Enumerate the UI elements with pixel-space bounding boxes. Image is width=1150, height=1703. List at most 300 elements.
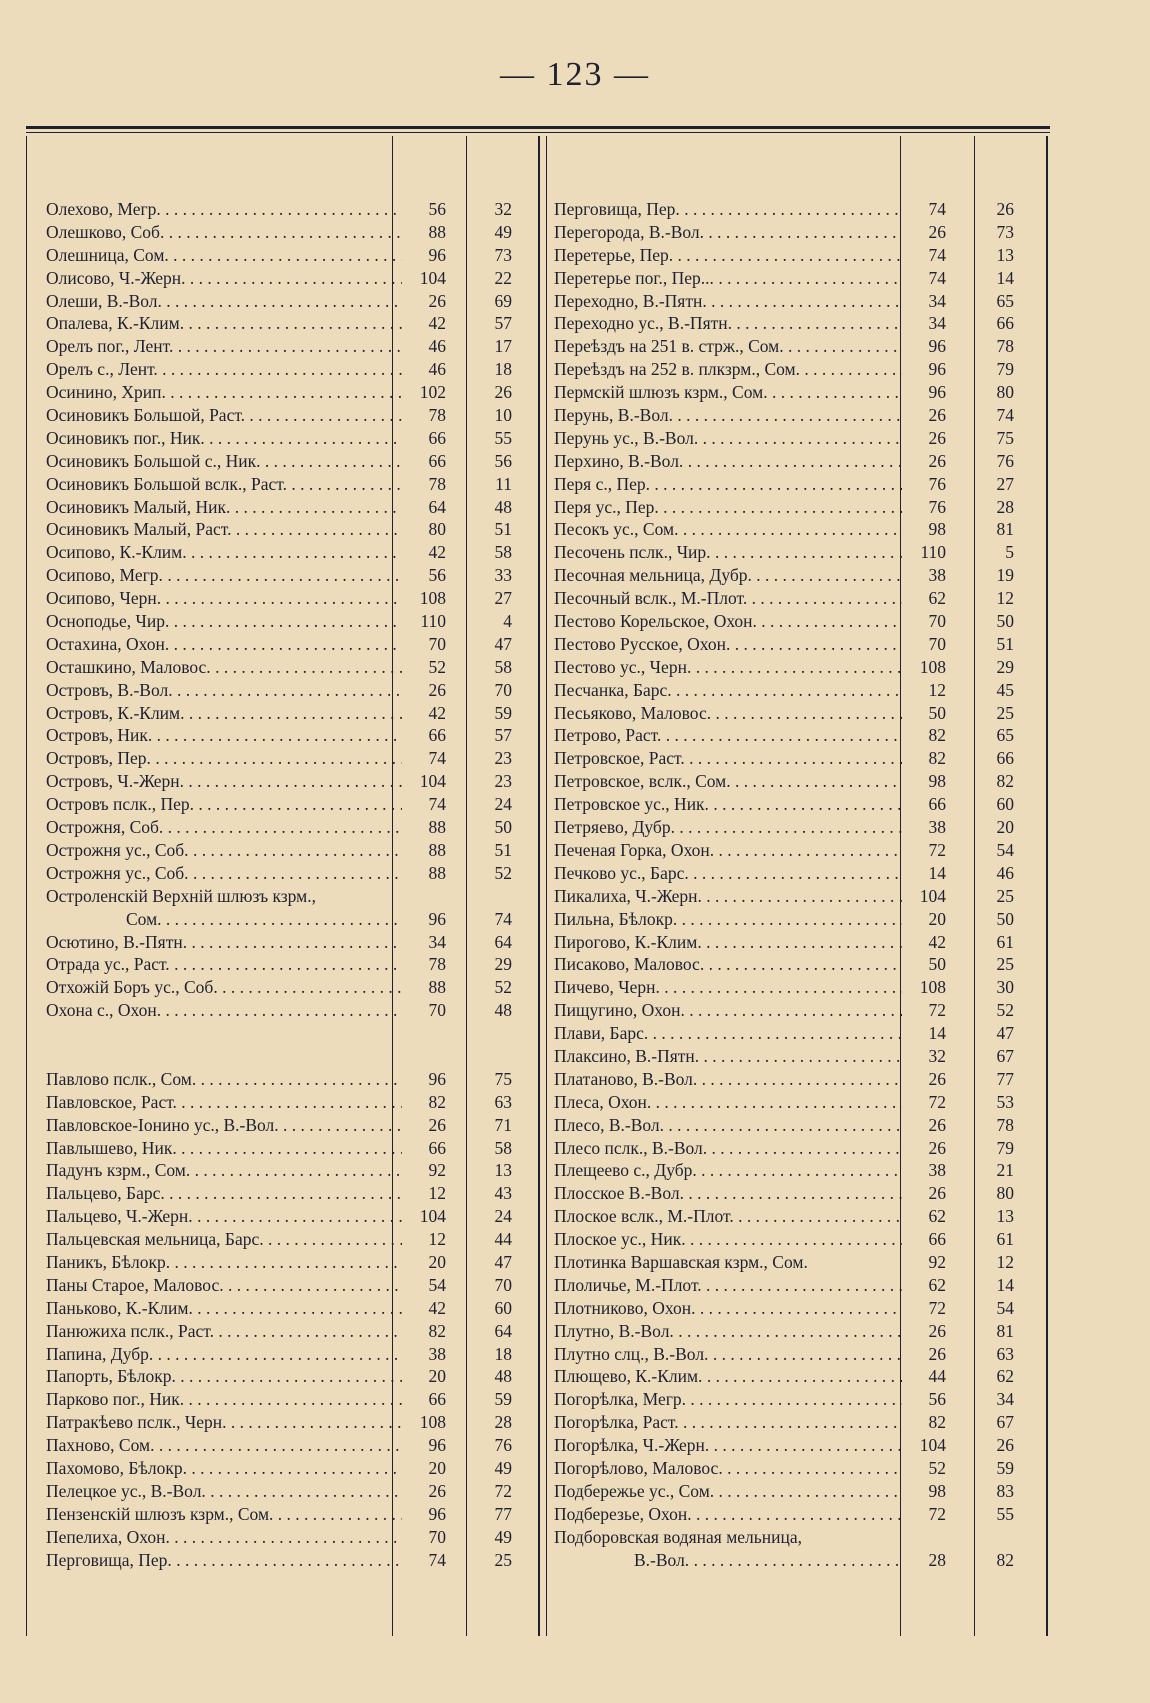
place-name: Островъ пслк., Пер. . . . [46,793,402,816]
page-ref-a: 66 [428,1389,446,1410]
table-row [22,1365,517,1388]
table-row [548,770,1043,793]
page-ref-a: 26 [928,1137,946,1158]
place-name: Перетерье, Пер. . . . [554,244,902,267]
place-name: Песчанка, Барс. . . . [554,679,902,702]
place-name: Пахново, Сом. . . . [46,1434,402,1457]
page-ref-b: 61 [996,931,1014,952]
place-name: Плоличье, М.-Плот. . . . [554,1274,902,1297]
table-row [22,1137,517,1160]
page-ref-a: 52 [928,1457,946,1478]
table-row [548,518,1043,541]
table-row [22,1503,517,1526]
page-ref-a: 72 [928,1091,946,1112]
place-name: Погорѣлка, Ч.-Жерн. . . . [554,1434,902,1457]
table-row [22,976,517,999]
page-ref-b: 45 [996,679,1014,700]
place-name: Перегорода, В.-Вол. . . . [554,221,902,244]
page-ref-a: 108 [919,977,946,998]
page-ref-a: 26 [928,405,946,426]
page-ref-a: 44 [928,1366,946,1387]
page-ref-a: 110 [920,542,946,563]
page-ref-b: 26 [494,382,512,403]
page-ref-b: 25 [996,954,1014,975]
page-ref-b: 5 [1005,542,1014,563]
page-ref-b: 49 [494,1457,512,1478]
page-ref-b: 72 [494,1480,512,1501]
place-name: Олеши, В.-Вол. . . . [46,290,402,313]
page-ref-a: 104 [919,1435,946,1456]
page-ref-a: 74 [928,244,946,265]
place-name: Переходно ус., В.-Пятн. . . . [554,312,902,335]
page-ref-a: 50 [928,954,946,975]
place-name: Опалева, К.-Клим. . . . [46,312,402,335]
table-row [22,427,517,450]
page-ref-b: 44 [494,1229,512,1250]
place-name: Осинино, Хрип. . . . [46,381,402,404]
table-row [22,1205,517,1228]
table-row [548,1045,1043,1068]
place-name: Петряево, Дубр. . . . [554,816,902,839]
center-divider-inner [546,136,547,1636]
page-ref-a: 98 [928,1480,946,1501]
page-ref-b: 43 [494,1183,512,1204]
left-column [22,136,517,1644]
place-name: Островъ, Пер. . . . [46,747,402,770]
page-ref-a: 42 [928,931,946,952]
place-name: Павлышево, Ник. . . . [46,1137,402,1160]
page-ref-a: 102 [419,382,446,403]
place-name: Перя ус., Пер. . . . [554,496,902,519]
page-ref-b: 32 [494,199,512,219]
place-name: Олешково, Соб. . . . [46,221,402,244]
page-ref-a: 88 [428,817,446,838]
table-row [548,267,1043,290]
page-ref-b: 67 [996,1412,1014,1433]
page-ref-b: 51 [494,519,512,540]
table-row [548,702,1043,725]
place-name: Остроленскій Верхній шлюзъ кзрм., [46,885,316,906]
page-ref-b: 58 [494,1137,512,1158]
right-border [1046,136,1048,1636]
place-name: Переходно, В.-Пятн. . . . [554,290,902,313]
page-ref-b: 53 [996,1091,1014,1112]
page-ref-a: 56 [928,1389,946,1410]
page-ref-b: 64 [494,1320,512,1341]
table-row [22,496,517,519]
place-name: Плотинка Варшавская кзрм., Сом. [554,1251,808,1272]
page-ref-b: 61 [996,1229,1014,1250]
page-ref-a: 26 [928,1320,946,1341]
page-ref-a: 72 [928,1503,946,1524]
page-ref-a: 56 [428,565,446,586]
page-ref-b: 57 [494,725,512,746]
page-ref-b: 48 [494,1000,512,1021]
page-ref-a: 96 [428,244,446,265]
page-ref-a: 108 [419,588,446,609]
page-ref-b: 47 [494,1251,512,1272]
page-ref-a: 70 [428,1526,446,1547]
page-ref-b: 51 [494,839,512,860]
table-row [22,1251,517,1274]
place-name: Пикалиха, Ч.-Жерн. . . . [554,885,902,908]
page-ref-b: 82 [996,1549,1014,1570]
page-ref-a: 38 [928,565,946,586]
place-name: Переѣздъ на 251 в. стрж., Сом. . . . [554,335,902,358]
table-row [548,496,1043,519]
page-ref-a: 78 [428,405,446,426]
table-row [548,358,1043,381]
page-ref-a: 88 [428,839,446,860]
page-ref-b: 78 [996,336,1014,357]
place-name: Острожня ус., Соб. . . . [46,839,402,862]
page-ref-a: 74 [428,794,446,815]
center-divider [538,136,540,1636]
page-ref-a: 72 [928,839,946,860]
table-row [22,518,517,541]
page-ref-b: 83 [996,1480,1014,1501]
table-row [22,381,517,404]
place-name: Пальцево, Барс. . . . [46,1182,402,1205]
table-row [548,1182,1043,1205]
page-ref-b: 78 [996,1114,1014,1135]
page-ref-b: 27 [996,473,1014,494]
table-row [22,610,517,633]
page-ref-b: 65 [996,290,1014,311]
page-ref-b: 80 [996,382,1014,403]
place-name: Петровское, вслк., Сом. . . . [554,770,902,793]
right-rows [548,198,1043,1571]
page-ref-a: 92 [428,1160,446,1181]
table-row [22,335,517,358]
place-name: Песокъ ус., Сом. . . . [554,518,902,541]
place-name: Пепелиха, Охон. . . . [46,1526,402,1549]
page-ref-a: 88 [428,221,446,242]
page-ref-a: 82 [428,1320,446,1341]
page-ref-b: 50 [494,817,512,838]
page-ref-a: 46 [428,359,446,380]
page-ref-a: 26 [428,1114,446,1135]
page-ref-b: 63 [996,1343,1014,1364]
page-ref-b: 28 [996,496,1014,517]
place-name: Сом. . . . [46,908,402,931]
place-name: В.-Вол. . . . [554,1549,902,1572]
place-name: Папорть, Бѣлокр. . . . [46,1365,402,1388]
page-ref-a: 34 [428,931,446,952]
page-ref-a: 98 [928,519,946,540]
place-name: Охона с., Охон. . . . [46,999,402,1022]
page-ref-b: 82 [996,771,1014,792]
table-row [22,1549,517,1572]
page-ref-a: 26 [928,427,946,448]
page-ref-b: 24 [494,794,512,815]
page-ref-b: 66 [996,748,1014,769]
table-row [548,1503,1043,1526]
table-row [548,1388,1043,1411]
page-ref-b: 77 [996,1068,1014,1089]
place-name: Плутно слц., В.-Вол. . . . [554,1343,902,1366]
page-ref-a: 66 [928,1229,946,1250]
page-ref-a: 74 [928,267,946,288]
table-row [548,862,1043,885]
page-ref-b: 52 [996,1000,1014,1021]
table-row [548,198,1043,221]
place-name: Олешница, Сом. . . . [46,244,402,267]
place-name: Павловское-Іонино ус., В.-Вол. . . . [46,1114,402,1137]
place-name: Павловское, Раст. . . . [46,1091,402,1114]
place-name: Перхино, В.-Вол. . . . [554,450,902,473]
page-ref-b: 59 [494,702,512,723]
page-ref-b: 14 [996,1274,1014,1295]
place-name: Осиновикъ Малый, Ник. . . . [46,496,402,519]
place-name: Платаново, В.-Вол. . . . [554,1068,902,1091]
place-name: Островъ, Ник. . . . [46,724,402,747]
page-ref-b: 23 [494,748,512,769]
table-row [548,1297,1043,1320]
page-ref-a: 34 [928,313,946,334]
page-ref-b: 46 [996,862,1014,883]
table-row [548,976,1043,999]
table-row [22,473,517,496]
table-row [22,999,517,1022]
place-name: Печеная Горка, Охон. . . . [554,839,902,862]
page-ref-b: 22 [494,267,512,288]
page-ref-a: 14 [928,1023,946,1044]
page-ref-a: 96 [928,382,946,403]
page-ref-a: 72 [928,1000,946,1021]
table-row [22,724,517,747]
table-row [548,1320,1043,1343]
page-ref-a: 38 [928,1160,946,1181]
page-ref-a: 28 [928,1549,946,1570]
place-name: Пильна, Бѣлокр. . . . [554,908,902,931]
page-ref-a: 26 [928,1183,946,1204]
place-name: Пальцево, Ч.-Жерн. . . . [46,1205,402,1228]
page-ref-b: 76 [996,450,1014,471]
table-row [22,931,517,954]
page-ref-b: 54 [996,839,1014,860]
place-name: Перунь ус., В.-Вол. . . . [554,427,902,450]
table-row [22,816,517,839]
page-ref-b: 18 [494,359,512,380]
page-ref-a: 38 [428,1343,446,1364]
place-name: Плесо, В.-Вол. . . . [554,1114,902,1137]
table-row [22,1526,517,1549]
place-name: Папина, Дубр. . . . [46,1343,402,1366]
page-ref-b: 64 [494,931,512,952]
page-ref-b: 48 [494,1366,512,1387]
table-row [548,427,1043,450]
table-row [548,908,1043,931]
page-ref-a: 26 [928,1068,946,1089]
table-row [548,1434,1043,1457]
place-name: Перунь, В.-Вол. . . . [554,404,902,427]
page-ref-b: 79 [996,359,1014,380]
place-name: Погорѣлка, Мегр. . . . [554,1388,902,1411]
page-ref-a: 62 [928,588,946,609]
table-row [22,290,517,313]
place-name: Паньково, К.-Клим. . . . [46,1297,402,1320]
place-name: Подберезье, Охон. . . . [554,1503,902,1526]
page-ref-a: 110 [420,611,446,632]
table-row [548,1137,1043,1160]
page-ref-a: 96 [428,1503,446,1524]
page-ref-a: 70 [928,633,946,654]
page-ref-a: 96 [928,336,946,357]
page-ref-a: 26 [428,679,446,700]
place-name: Погорѣлово, Маловос. . . . [554,1457,902,1480]
place-name: Петрово, Раст. . . . [554,724,902,747]
place-name: Песочная мельница, Дубр. . . . [554,564,902,587]
page-ref-b: 19 [996,565,1014,586]
table-row [548,244,1043,267]
place-name: Пензенскій шлюзъ кзрм., Сом. . . . [46,1503,402,1526]
table-row [548,1480,1043,1503]
table-row [548,633,1043,656]
page-ref-b: 71 [494,1114,512,1135]
place-name: Плави, Барс. . . . [554,1022,902,1045]
page-ref-a: 20 [428,1457,446,1478]
page-ref-a: 88 [428,862,446,883]
table-row [22,1045,517,1068]
page-ref-a: 26 [428,290,446,311]
place-name: Парково пог., Ник. . . . [46,1388,402,1411]
page-ref-a: 74 [928,199,946,219]
table-row [22,1068,517,1091]
page-ref-b: 57 [494,313,512,334]
table-row [22,656,517,679]
place-name: Плоское ус., Ник. . . . [554,1228,902,1251]
table-row [22,633,517,656]
page-ref-b: 26 [996,1435,1014,1456]
table-row [22,541,517,564]
page-ref-b: 81 [996,519,1014,540]
table-row [22,908,517,931]
page-ref-a: 70 [928,611,946,632]
place-name: Островъ, Ч.-Жерн. . . . [46,770,402,793]
page-ref-a: 92 [928,1251,946,1272]
place-name: Перя с., Пер. . . . [554,473,902,496]
page-ref-b: 26 [996,199,1014,219]
table-row [22,885,517,908]
place-name: Плесо пслк., В.-Вол. . . . [554,1137,902,1160]
page-ref-a: 96 [928,359,946,380]
page-ref-a: 72 [928,1297,946,1318]
table-row [22,450,517,473]
page-ref-a: 108 [419,1412,446,1433]
page-ref-b: 63 [494,1091,512,1112]
page-ref-a: 66 [428,725,446,746]
page-ref-b: 50 [996,908,1014,929]
table-row [22,862,517,885]
place-name: Панюжиха пслк., Раст. . . . [46,1320,402,1343]
page-ref-b: 50 [996,611,1014,632]
place-name: Пестово ус., Черн. . . . [554,656,902,679]
table-row [22,564,517,587]
page-ref-b: 13 [996,244,1014,265]
page-ref-a: 74 [428,1549,446,1570]
page-ref-a: 38 [928,817,946,838]
place-name: Острожня ус., Соб. . . . [46,862,402,885]
place-name: Пахомово, Бѣлокр. . . . [46,1457,402,1480]
place-name: Орелъ с., Лент. . . . [46,358,402,381]
page-ref-b: 69 [494,290,512,311]
page-ref-a: 104 [419,1206,446,1227]
place-name: Паникъ, Бѣлокр. . . . [46,1251,402,1274]
page-ref-a: 74 [428,748,446,769]
table-row [22,1320,517,1343]
page-ref-b: 59 [494,1389,512,1410]
table-row [548,1068,1043,1091]
place-name: Пирогово, К.-Клим. . . . [554,931,902,954]
table-row [548,404,1043,427]
place-name: Патракѣево пслк., Черн. . . . [46,1411,402,1434]
table-row [548,1274,1043,1297]
page-ref-b: 49 [494,221,512,242]
place-name: Петровское, Раст. . . . [554,747,902,770]
page-ref-a: 66 [428,1137,446,1158]
place-name: Паны Старое, Маловос. . . . [46,1274,402,1297]
table-row [548,1022,1043,1045]
place-name: Подбережье ус., Сом. . . . [554,1480,902,1503]
table-row [22,679,517,702]
table-row [548,335,1043,358]
table-row [22,587,517,610]
page-ref-b: 55 [996,1503,1014,1524]
page-ref-a: 66 [428,450,446,471]
page-ref-a: 66 [428,427,446,448]
page-ref-b: 59 [996,1457,1014,1478]
place-name: Петровское ус., Ник. . . . [554,793,902,816]
page-ref-a: 32 [928,1045,946,1066]
page-number: — 123 — [500,56,650,93]
page-ref-b: 58 [494,542,512,563]
page-ref-b: 12 [996,588,1014,609]
table-row [548,541,1043,564]
page-ref-b: 27 [494,588,512,609]
table-row [22,1457,517,1480]
place-name: Пестово Корельское, Охон. . . . [554,610,902,633]
table-row [22,267,517,290]
page-ref-a: 42 [428,313,446,334]
page-ref-a: 64 [428,496,446,517]
place-name: Перговища, Пер. . . . [554,198,902,221]
page-ref-b: 62 [996,1366,1014,1387]
place-name: Пермскій шлюзъ кзрм., Сом. . . . [554,381,902,404]
place-name: Пищугино, Охон. . . . [554,999,902,1022]
place-name: Остахина, Охон. . . . [46,633,402,656]
table-row [22,1434,517,1457]
table-row [548,381,1043,404]
table-row [548,290,1043,313]
page-ref-b: 74 [996,405,1014,426]
table-row [548,747,1043,770]
place-name: Плаксино, В.-Пятн. . . . [554,1045,902,1068]
left-rows [22,198,517,1571]
page-ref-a: 80 [428,519,446,540]
table-row [548,1457,1043,1480]
page-ref-a: 12 [928,679,946,700]
page-ref-b: 17 [494,336,512,357]
place-name: Олехово, Мегр. . . . [46,198,402,221]
page-ref-a: 76 [928,496,946,517]
place-name: Плющево, К.-Клим. . . . [554,1365,902,1388]
table-row [22,793,517,816]
page-ref-b: 14 [996,267,1014,288]
page-ref-b: 52 [494,977,512,998]
page-ref-a: 12 [428,1183,446,1204]
place-name: Павлово пслк., Сом. . . . [46,1068,402,1091]
